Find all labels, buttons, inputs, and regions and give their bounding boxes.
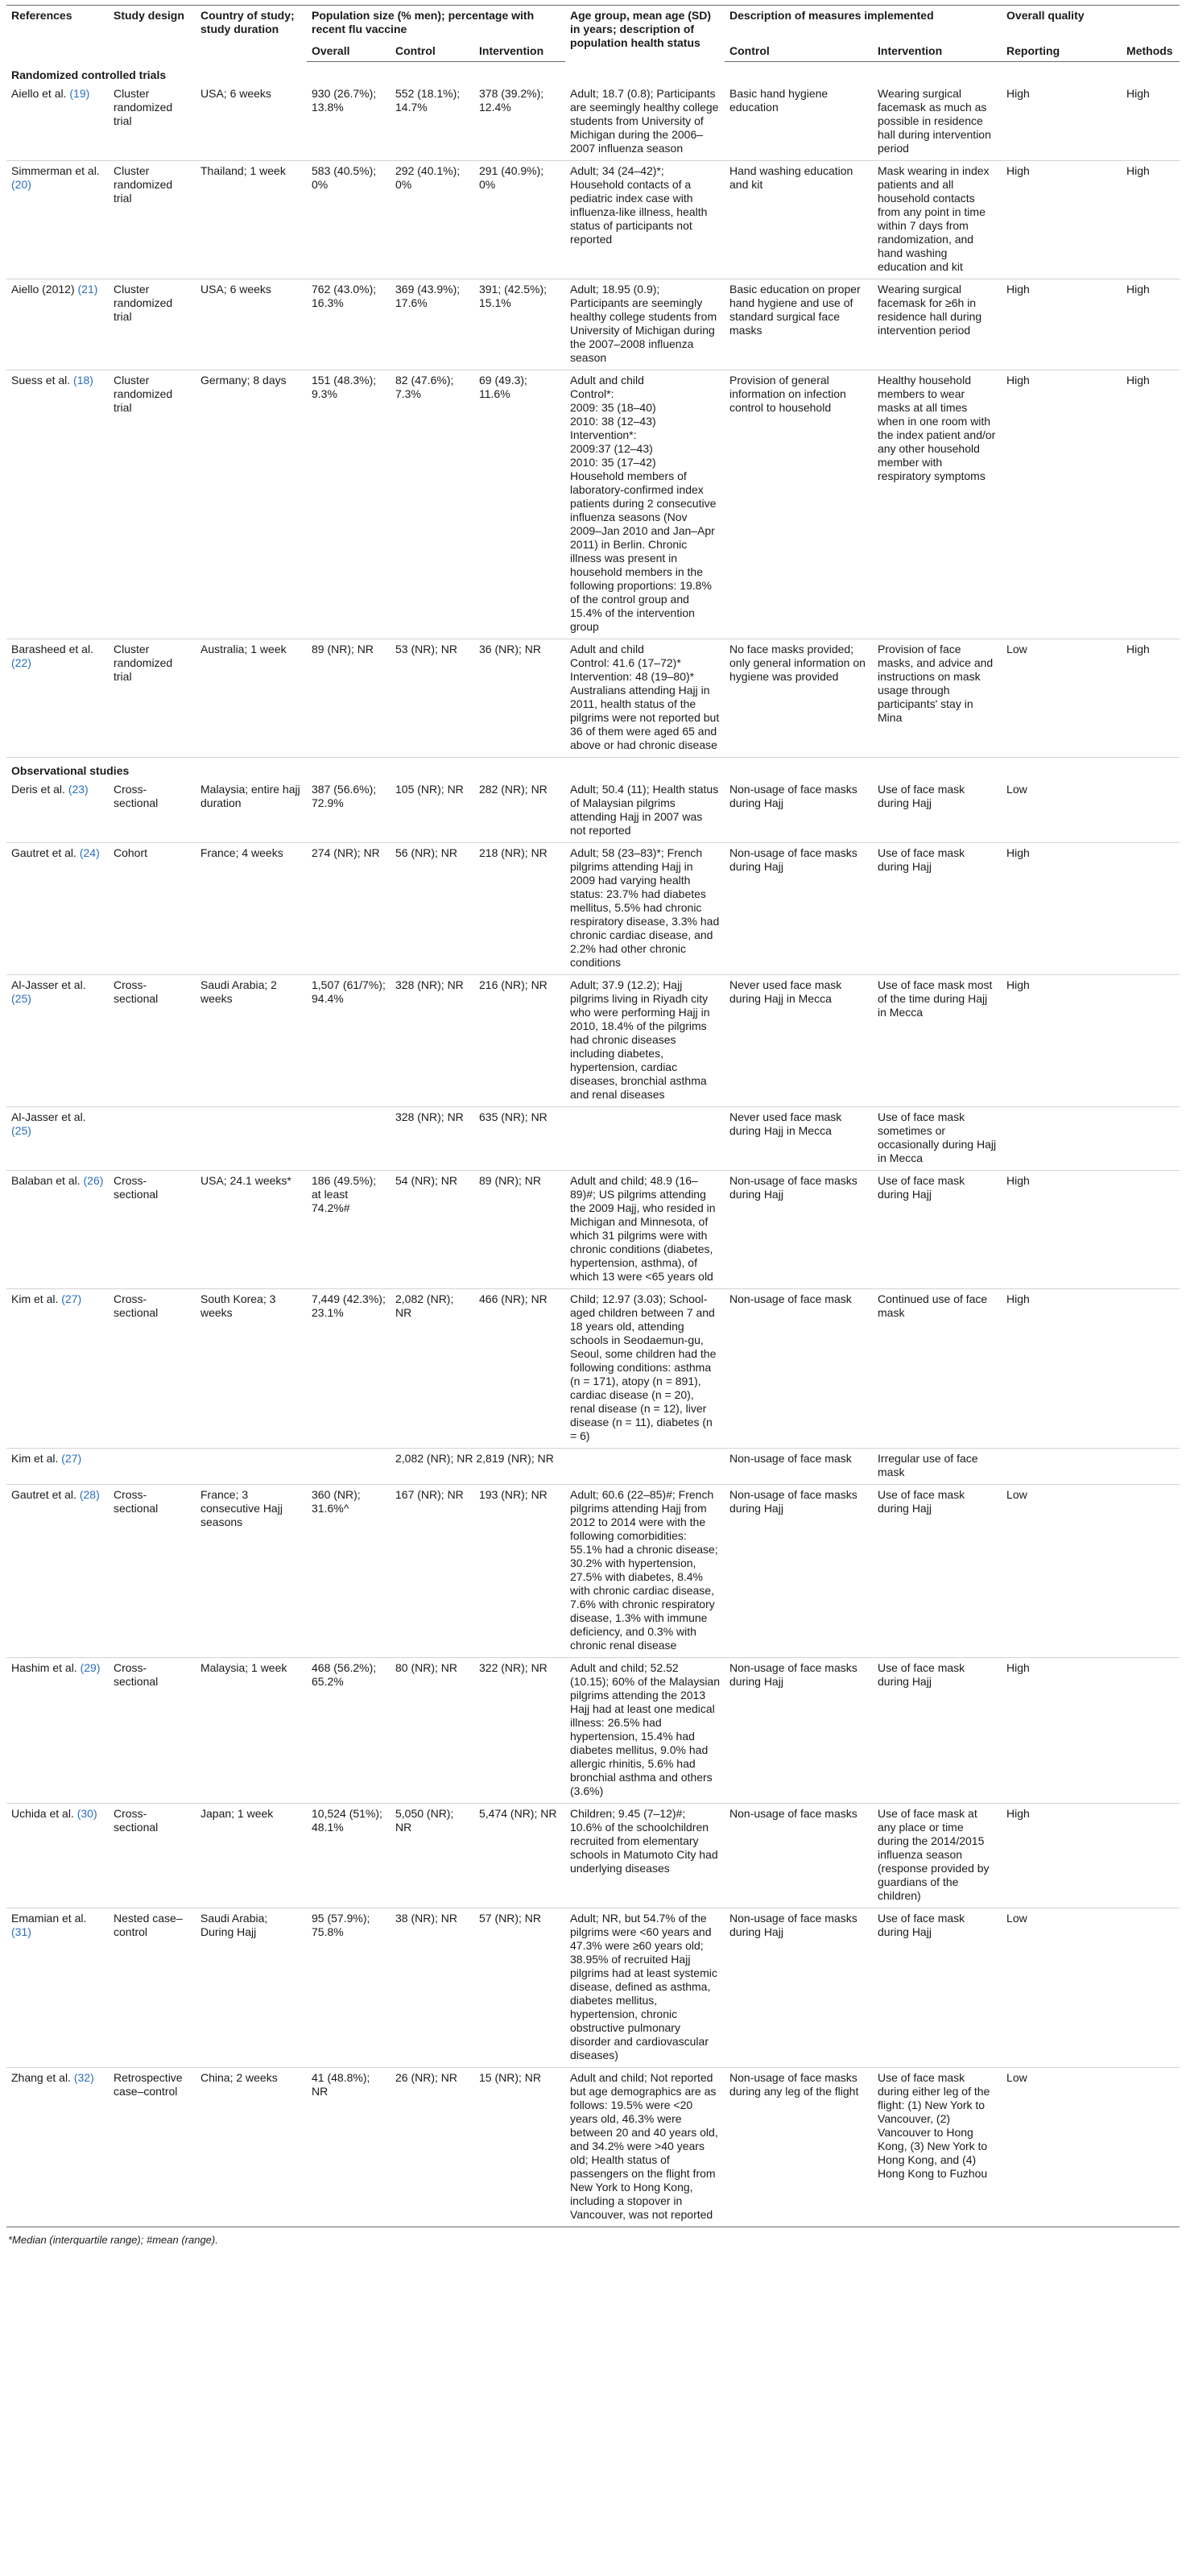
reference-name: Balaban et al. bbox=[11, 1174, 81, 1187]
quality-reporting-cell: Low bbox=[1002, 1908, 1122, 2068]
population-overall-cell: 89 (NR); NR bbox=[307, 639, 391, 758]
population-intervention-cell: 36 (NR); NR bbox=[474, 639, 565, 758]
quality-reporting-cell: Low bbox=[1002, 2068, 1122, 2227]
measure-intervention-cell: Use of face mask during Hajj bbox=[873, 1658, 1002, 1804]
measure-intervention-cell: Continued use of face mask bbox=[873, 1289, 1002, 1449]
reference-cell bbox=[6, 1107, 109, 1171]
quality-reporting-cell: High bbox=[1002, 161, 1122, 279]
study-design-cell: Cluster randomized trial bbox=[109, 279, 196, 370]
header-measures-control: Control bbox=[725, 41, 873, 62]
quality-methods-cell: High bbox=[1122, 639, 1180, 758]
population-overall-cell bbox=[307, 1107, 391, 1171]
header-population-intervention: Intervention bbox=[474, 41, 565, 62]
population-control-cell: 369 (43.9%); 17.6% bbox=[391, 279, 474, 370]
population-control-cell: 5,050 (NR); NR bbox=[391, 1804, 474, 1908]
reference-cell bbox=[6, 779, 109, 843]
population-overall-cell: 762 (43.0%); 16.3% bbox=[307, 279, 391, 370]
reference-name: Aiello et al. bbox=[11, 87, 67, 100]
quality-methods-cell: High bbox=[1122, 370, 1180, 639]
quality-methods-cell bbox=[1122, 1485, 1180, 1658]
study-design-cell: Cross-sectional bbox=[109, 1485, 196, 1658]
header-age: Age group, mean age (SD) in years; description of population health status bbox=[565, 6, 725, 62]
reference-cell bbox=[6, 370, 109, 639]
quality-reporting-cell bbox=[1002, 1449, 1122, 1485]
population-control-cell: 328 (NR); NR bbox=[391, 975, 474, 1107]
measure-intervention-cell: Use of face mask during Hajj bbox=[873, 779, 1002, 843]
measure-intervention-cell: Use of face mask during either leg of the flight: (1) New York to Vancouver, (2) Vancouver to Hong Kong, (3) New York to Hong Kong, and (4) Hong Kong to Fuzhou bbox=[873, 2068, 1002, 2227]
reference-cell bbox=[6, 1171, 109, 1289]
age-health-cell bbox=[565, 1449, 725, 1485]
table-row bbox=[6, 1658, 1180, 1804]
reference-name: Gautret et al. bbox=[11, 1488, 76, 1501]
reference-cell bbox=[6, 975, 109, 1107]
study-design-cell: Cross-sectional bbox=[109, 1171, 196, 1289]
population-intervention-cell: 5,474 (NR); NR bbox=[474, 1804, 565, 1908]
reference-name: Aiello (2012) bbox=[11, 283, 75, 296]
reference-cell bbox=[6, 279, 109, 370]
reference-cell bbox=[6, 1485, 109, 1658]
age-health-cell: Adult and child; 52.52 (10.15); 60% of the Malaysian pilgrims attending the 2013 Hajj had at least one medical illness: 26.5% had hypertension, 15.4% had diabetes mellitus, 9.0% had allergic rhinitis, 5.6% had bronchial asthma and others (3.6%) bbox=[565, 1658, 725, 1804]
reference-citation-link[interactable]: (20) bbox=[11, 178, 31, 191]
reference-cell bbox=[6, 1658, 109, 1804]
study-characteristics-table bbox=[6, 5, 1180, 2227]
reference-name: Barasheed et al. bbox=[11, 643, 93, 655]
reference-cell bbox=[6, 843, 109, 975]
country-cell: China; 2 weeks bbox=[196, 2068, 307, 2227]
measure-control-cell: Provision of general information on infection control to household bbox=[725, 370, 873, 639]
age-health-cell: Adult and child Control*: 2009: 35 (18–40) 2010: 38 (12–43) Intervention*: 2009:37 (12–43) 2010: 35 (17–42) Household members of laboratory-confirmed index patients during 2 consecutive influenza seasons (Nov 2009–Jan 2010 and Jan–Apr 2011) in Berlin. Chronic illness was present in household members in the following proportions: 19.8% of the control group and 15.4% of the intervention group bbox=[565, 370, 725, 639]
quality-methods-cell: High bbox=[1122, 84, 1180, 161]
reference-citation-link[interactable]: (26) bbox=[83, 1174, 104, 1187]
reference-name: Al-Jasser et al. bbox=[11, 1110, 86, 1123]
reference-cell bbox=[6, 161, 109, 279]
population-intervention-cell: 291 (40.9%); 0% bbox=[474, 161, 565, 279]
quality-reporting-cell: High bbox=[1002, 1658, 1122, 1804]
reference-cell bbox=[6, 2068, 109, 2227]
table-row bbox=[6, 1449, 1180, 1485]
measure-control-cell: Non-usage of face masks during Hajj bbox=[725, 1485, 873, 1658]
study-design-cell: Cohort bbox=[109, 843, 196, 975]
table-row bbox=[6, 975, 1180, 1107]
quality-reporting-cell bbox=[1002, 1107, 1122, 1171]
population-overall-cell: 151 (48.3%); 9.3% bbox=[307, 370, 391, 639]
measure-intervention-cell: Use of face mask during Hajj bbox=[873, 1171, 1002, 1289]
population-intervention-cell: 322 (NR); NR bbox=[474, 1658, 565, 1804]
population-intervention-cell: 218 (NR); NR bbox=[474, 843, 565, 975]
country-cell: Thailand; 1 week bbox=[196, 161, 307, 279]
measure-intervention-cell: Use of face mask during Hajj bbox=[873, 1908, 1002, 2068]
country-cell bbox=[196, 1449, 307, 1485]
table-row bbox=[6, 161, 1180, 279]
reference-citation-link[interactable]: (21) bbox=[77, 283, 98, 296]
measure-intervention-cell: Use of face mask during Hajj bbox=[873, 843, 1002, 975]
table-row bbox=[6, 779, 1180, 843]
study-design-cell: Cluster randomized trial bbox=[109, 370, 196, 639]
population-control-cell: 292 (40.1%); 0% bbox=[391, 161, 474, 279]
reference-name: Uchida et al. bbox=[11, 1807, 74, 1820]
reference-name: Suess et al. bbox=[11, 374, 71, 387]
reference-citation-link[interactable]: (29) bbox=[80, 1661, 101, 1674]
study-design-cell: Cross-sectional bbox=[109, 975, 196, 1107]
study-design-cell: Cross-sectional bbox=[109, 1658, 196, 1804]
reference-citation-link[interactable]: (27) bbox=[61, 1452, 82, 1465]
reference-name: Simmerman et al. bbox=[11, 164, 100, 177]
measure-control-cell: Non-usage of face mask bbox=[725, 1449, 873, 1485]
quality-methods-cell bbox=[1122, 1804, 1180, 1908]
measure-control-cell: Never used face mask during Hajj in Mecca bbox=[725, 1107, 873, 1171]
reference-name: Zhang et al. bbox=[11, 2071, 71, 2084]
quality-methods-cell bbox=[1122, 843, 1180, 975]
population-overall-cell: 1,507 (61/7%); 94.4% bbox=[307, 975, 391, 1107]
population-intervention-cell: 466 (NR); NR bbox=[474, 1289, 565, 1449]
table-header bbox=[6, 6, 1180, 62]
measure-control-cell: No face masks provided; only general information on hygiene was provided bbox=[725, 639, 873, 758]
country-cell: USA; 6 weeks bbox=[196, 279, 307, 370]
table-row bbox=[6, 1908, 1180, 2068]
population-overall-cell: 583 (40.5%); 0% bbox=[307, 161, 391, 279]
measure-control-cell: Non-usage of face masks during Hajj bbox=[725, 843, 873, 975]
study-design-cell: Cluster randomized trial bbox=[109, 84, 196, 161]
population-overall-cell bbox=[307, 1449, 391, 1485]
table-row bbox=[6, 639, 1180, 758]
quality-reporting-cell: High bbox=[1002, 279, 1122, 370]
section-title: Observational studies bbox=[11, 764, 130, 777]
table-row bbox=[6, 1171, 1180, 1289]
population-control-cell: 56 (NR); NR bbox=[391, 843, 474, 975]
measure-control-cell: Hand washing education and kit bbox=[725, 161, 873, 279]
reference-name: Al-Jasser et al. bbox=[11, 978, 86, 991]
country-cell: USA; 24.1 weeks* bbox=[196, 1171, 307, 1289]
study-design-cell bbox=[109, 1107, 196, 1171]
age-health-cell: Adult; NR, but 54.7% of the pilgrims were <60 years and 47.3% were ≥60 years old; 38.95% of recruited Hajj pilgrims had at least systemic disease, defined as asthma, diabetes mellitus, hypertension, chronic obstructive pulmonary disorder and cardiovascular diseases) bbox=[565, 1908, 725, 2068]
measure-intervention-cell: Wearing surgical facemask as much as possible in residence hall during intervention period bbox=[873, 84, 1002, 161]
population-overall-cell: 930 (26.7%); 13.8% bbox=[307, 84, 391, 161]
measure-control-cell: Non-usage of face masks bbox=[725, 1804, 873, 1908]
reference-citation-link[interactable]: (19) bbox=[69, 87, 90, 100]
population-intervention-cell: 15 (NR); NR bbox=[474, 2068, 565, 2227]
population-control-cell: 26 (NR); NR bbox=[391, 2068, 474, 2227]
age-health-cell: Adult; 37.9 (12.2); Hajj pilgrims living in Riyadh city who were performing Hajj in 2010, 18.4% of the pilgrims had chronic diseases including diabetes, hypertension, cardiac diseases, bronchial asthma and renal diseases bbox=[565, 975, 725, 1107]
reference-citation-link[interactable]: (22) bbox=[11, 656, 31, 669]
population-control-cell: 328 (NR); NR bbox=[391, 1107, 474, 1171]
table-row bbox=[6, 84, 1180, 161]
quality-methods-cell: High bbox=[1122, 161, 1180, 279]
table-row bbox=[6, 843, 1180, 975]
population-control-cell: 53 (NR); NR bbox=[391, 639, 474, 758]
population-intervention-cell: 69 (49.3); 11.6% bbox=[474, 370, 565, 639]
country-cell: USA; 6 weeks bbox=[196, 84, 307, 161]
country-cell: Saudi Arabia; 2 weeks bbox=[196, 975, 307, 1107]
population-intervention-cell: 635 (NR); NR bbox=[474, 1107, 565, 1171]
population-overall-cell: 360 (NR); 31.6%^ bbox=[307, 1485, 391, 1658]
country-cell: Australia; 1 week bbox=[196, 639, 307, 758]
section-header-row bbox=[6, 758, 1180, 780]
reference-cell bbox=[6, 1449, 109, 1485]
measure-intervention-cell: Use of face mask during Hajj bbox=[873, 1485, 1002, 1658]
quality-methods-cell bbox=[1122, 1107, 1180, 1171]
study-design-cell bbox=[109, 1449, 196, 1485]
country-cell: Japan; 1 week bbox=[196, 1804, 307, 1908]
population-overall-cell: 186 (49.5%); at least 74.2%# bbox=[307, 1171, 391, 1289]
age-health-cell: Adult; 58 (23–83)*; French pilgrims attending Hajj in 2009 had varying health status: 23.7% had diabetes mellitus, 5.5% had chronic respiratory disease, 3.3% had chronic cardiac disease, and 2.2% had other chronic conditions bbox=[565, 843, 725, 975]
quality-methods-cell bbox=[1122, 1289, 1180, 1449]
quality-reporting-cell: Low bbox=[1002, 639, 1122, 758]
population-overall-cell: 41 (48.8%); NR bbox=[307, 2068, 391, 2227]
reference-cell bbox=[6, 1289, 109, 1449]
population-overall-cell: 274 (NR); NR bbox=[307, 843, 391, 975]
population-control-cell: 2,082 (NR); NR bbox=[391, 1289, 474, 1449]
country-cell: Saudi Arabia; During Hajj bbox=[196, 1908, 307, 2068]
reference-citation-link[interactable]: (31) bbox=[11, 1925, 31, 1938]
measure-control-cell: Non-usage of face masks during Hajj bbox=[725, 1658, 873, 1804]
age-health-cell bbox=[565, 1107, 725, 1171]
measure-control-cell: Never used face mask during Hajj in Mecca bbox=[725, 975, 873, 1107]
measure-control-cell: Basic hand hygiene education bbox=[725, 84, 873, 161]
reference-name: Hashim et al. bbox=[11, 1661, 77, 1674]
quality-reporting-cell: High bbox=[1002, 1171, 1122, 1289]
measure-intervention-cell: Use of face mask most of the time during Hajj in Mecca bbox=[873, 975, 1002, 1107]
population-control-cell: 105 (NR); NR bbox=[391, 779, 474, 843]
age-health-cell: Adult; 18.7 (0.8); Participants are seemingly healthy college students from University of Michigan during the 2006–2007 influenza season bbox=[565, 84, 725, 161]
table-row bbox=[6, 1804, 1180, 1908]
reference-citation-link[interactable]: (28) bbox=[79, 1488, 100, 1501]
measure-control-cell: Non-usage of face masks during Hajj bbox=[725, 1171, 873, 1289]
age-health-cell: Adult and child Control: 41.6 (17–72)* Intervention: 48 (19–80)* Australians attending Hajj in 2011, health status of the pilgrims were not reported but 36 of them were aged 65 and above or had chronic disease bbox=[565, 639, 725, 758]
age-health-cell: Child; 12.97 (3.03); School-aged children between 7 and 18 years old, attending schools in Seodaemun-gu, Seoul, some children had the following conditions: asthma (n = 171), atopy (n = 891), cardiac disease (n = 20), renal disease (n = 12), liver disease (n = 11), diabetes (n = 6) bbox=[565, 1289, 725, 1449]
quality-reporting-cell: High bbox=[1002, 84, 1122, 161]
age-health-cell: Adult and child; 48.9 (16–89)#; US pilgrims attending the 2009 Hajj, who resided in Michigan and Minnesota, of which 31 pilgrims were with chronic conditions (diabetes, hypertension, asthma), of which 13 were <65 years old bbox=[565, 1171, 725, 1289]
measure-intervention-cell: Irregular use of face mask bbox=[873, 1449, 1002, 1485]
population-control-cell: 38 (NR); NR bbox=[391, 1908, 474, 2068]
measure-intervention-cell: Healthy household members to wear masks at all times when in one room with the index patient and/or any other household member with respiratory symptoms bbox=[873, 370, 1002, 639]
age-health-cell: Adult; 34 (24–42)*; Household contacts of a pediatric index case with influenza-like illness, health status of participants not reported bbox=[565, 161, 725, 279]
age-health-cell: Adult; 60.6 (22–85)#; French pilgrims attending Hajj from 2012 to 2014 were with the following comorbidities: 55.1% had a chronic disease; 30.2% with hypertension, 27.5% with diabetes, 8.4% with chronic cardiac disease, 7.6% with chronic respiratory disease, 1.3% with immune deficiency, and 0.3% with chronic renal disease bbox=[565, 1485, 725, 1658]
population-intervention-cell: 378 (39.2%); 12.4% bbox=[474, 84, 565, 161]
reference-name: Emamian et al. bbox=[11, 1912, 87, 1925]
population-control-cell: 80 (NR); NR bbox=[391, 1658, 474, 1804]
quality-methods-cell bbox=[1122, 1908, 1180, 2068]
population-overall-cell: 387 (56.6%); 72.9% bbox=[307, 779, 391, 843]
header-population: Population size (% men); percentage with recent flu vaccine bbox=[307, 6, 565, 42]
header-measures-intervention: Intervention bbox=[873, 41, 1002, 62]
population-control-cell: 552 (18.1%); 14.7% bbox=[391, 84, 474, 161]
population-intervention-cell: 282 (NR); NR bbox=[474, 779, 565, 843]
quality-reporting-cell: Low bbox=[1002, 1485, 1122, 1658]
reference-cell bbox=[6, 84, 109, 161]
country-cell: South Korea; 3 weeks bbox=[196, 1289, 307, 1449]
country-cell: Germany; 8 days bbox=[196, 370, 307, 639]
reference-cell bbox=[6, 1908, 109, 2068]
quality-reporting-cell: High bbox=[1002, 975, 1122, 1107]
header-country: Country of study; study duration bbox=[196, 6, 307, 62]
country-cell: Malaysia; 1 week bbox=[196, 1658, 307, 1804]
measure-intervention-cell: Wearing surgical facemask for ≥6h in residence hall during intervention period bbox=[873, 279, 1002, 370]
population-intervention-cell: 193 (NR); NR bbox=[474, 1485, 565, 1658]
population-intervention-cell: 57 (NR); NR bbox=[474, 1908, 565, 2068]
quality-reporting-cell: High bbox=[1002, 1804, 1122, 1908]
quality-methods-cell bbox=[1122, 1449, 1180, 1485]
table-row bbox=[6, 1485, 1180, 1658]
reference-name: Kim et al. bbox=[11, 1292, 59, 1305]
quality-methods-cell bbox=[1122, 1171, 1180, 1289]
reference-cell bbox=[6, 1804, 109, 1908]
quality-reporting-cell: High bbox=[1002, 843, 1122, 975]
population-control-cell: 167 (NR); NR bbox=[391, 1485, 474, 1658]
age-health-cell: Children; 9.45 (7–12)#; 10.6% of the schoolchildren recruited from elementary schools in Matumoto City had underlying diseases bbox=[565, 1804, 725, 1908]
reference-name: Gautret et al. bbox=[11, 846, 76, 859]
reference-citation-link[interactable]: (30) bbox=[76, 1807, 97, 1820]
population-overall-cell: 468 (56.2%); 65.2% bbox=[307, 1658, 391, 1804]
table-row bbox=[6, 1107, 1180, 1171]
measure-control-cell: Non-usage of face masks during Hajj bbox=[725, 1908, 873, 2068]
measure-intervention-cell: Mask wearing in index patients and all household contacts from any point in time within 7 days from randomization, and hand washing education and kit bbox=[873, 161, 1002, 279]
measure-intervention-cell: Use of face mask at any place or time during the 2014/2015 influenza season (response provided by guardians of the children) bbox=[873, 1804, 1002, 1908]
population-control-cell: 82 (47.6%); 7.3% bbox=[391, 370, 474, 639]
study-design-cell: Cross-sectional bbox=[109, 1289, 196, 1449]
reference-citation-link[interactable]: (18) bbox=[73, 374, 93, 387]
measure-control-cell: Basic education on proper hand hygiene and use of standard surgical face masks bbox=[725, 279, 873, 370]
quality-reporting-cell: Low bbox=[1002, 779, 1122, 843]
population-control-cell: 54 (NR); NR bbox=[391, 1171, 474, 1289]
measure-intervention-cell: Use of face mask sometimes or occasionally during Hajj in Mecca bbox=[873, 1107, 1002, 1171]
country-cell: Malaysia; entire hajj duration bbox=[196, 779, 307, 843]
measure-control-cell: Non-usage of face masks during Hajj bbox=[725, 779, 873, 843]
reference-citation-link[interactable]: (25) bbox=[11, 1124, 31, 1137]
reference-name: Kim et al. bbox=[11, 1452, 59, 1465]
quality-methods-cell bbox=[1122, 779, 1180, 843]
quality-methods-cell: High bbox=[1122, 279, 1180, 370]
section-header-row bbox=[6, 62, 1180, 85]
population-intervention-cell: 89 (NR); NR bbox=[474, 1171, 565, 1289]
study-design-cell: Retrospective case–control bbox=[109, 2068, 196, 2227]
study-design-cell: Cross-sectional bbox=[109, 779, 196, 843]
table-row bbox=[6, 1289, 1180, 1449]
header-quality-methods: Methods bbox=[1122, 41, 1180, 62]
age-health-cell: Adult; 50.4 (11); Health status of Malaysian pilgrims attending Hajj in 2007 was not reported bbox=[565, 779, 725, 843]
reference-cell bbox=[6, 639, 109, 758]
study-design-cell: Cross-sectional bbox=[109, 1804, 196, 1908]
study-design-cell: Cluster randomized trial bbox=[109, 161, 196, 279]
reference-citation-link[interactable]: (25) bbox=[11, 992, 31, 1005]
table-body bbox=[6, 62, 1180, 2227]
population-intervention-cell: 216 (NR); NR bbox=[474, 975, 565, 1107]
population-overall-cell: 10,524 (51%); 48.1% bbox=[307, 1804, 391, 1908]
measure-control-cell: Non-usage of face masks during any leg of the flight bbox=[725, 2068, 873, 2227]
table-row bbox=[6, 370, 1180, 639]
country-cell: France; 3 consecutive Hajj seasons bbox=[196, 1485, 307, 1658]
age-health-cell: Adult; 18.95 (0.9); Participants are seemingly healthy college students from University of Michigan during the 2007–2008 influenza season bbox=[565, 279, 725, 370]
header-study-design: Study design bbox=[109, 6, 196, 62]
section-title: Randomized controlled trials bbox=[11, 68, 167, 81]
header-quality-reporting: Reporting bbox=[1002, 41, 1122, 62]
reference-citation-link[interactable]: (32) bbox=[73, 2071, 94, 2084]
population-overall-cell: 7,449 (42.3%); 23.1% bbox=[307, 1289, 391, 1449]
population-intervention-cell: 391; (42.5%); 15.1% bbox=[474, 279, 565, 370]
country-cell: France; 4 weeks bbox=[196, 843, 307, 975]
header-quality: Overall quality bbox=[1002, 6, 1180, 42]
study-design-cell: Nested case–control bbox=[109, 1908, 196, 2068]
quality-reporting-cell: High bbox=[1002, 1289, 1122, 1449]
table-row bbox=[6, 2068, 1180, 2227]
reference-citation-link[interactable]: (23) bbox=[68, 783, 89, 796]
reference-citation-link[interactable]: (27) bbox=[61, 1292, 82, 1305]
quality-methods-cell bbox=[1122, 2068, 1180, 2227]
header-measures: Description of measures implemented bbox=[725, 6, 1002, 42]
table-row bbox=[6, 279, 1180, 370]
table-footnote: *Median (interquartile range); #mean (range). bbox=[8, 2234, 218, 2246]
quality-methods-cell bbox=[1122, 975, 1180, 1107]
quality-reporting-cell: High bbox=[1002, 370, 1122, 639]
header-references: References bbox=[6, 6, 109, 62]
quality-methods-cell bbox=[1122, 1658, 1180, 1804]
reference-name: Deris et al. bbox=[11, 783, 65, 796]
header-population-overall: Overall bbox=[307, 41, 391, 62]
header-population-control: Control bbox=[391, 41, 474, 62]
study-design-cell: Cluster randomized trial bbox=[109, 639, 196, 758]
population-overall-cell: 95 (57.9%); 75.8% bbox=[307, 1908, 391, 2068]
population-control-intervention-cell: 2,082 (NR); NR 2,819 (NR); NR bbox=[391, 1449, 565, 1485]
reference-citation-link[interactable]: (24) bbox=[79, 846, 100, 859]
measure-control-cell: Non-usage of face mask bbox=[725, 1289, 873, 1449]
country-cell bbox=[196, 1107, 307, 1171]
measure-intervention-cell: Provision of face masks, and advice and instructions on mask usage through participants' stay in Mina bbox=[873, 639, 1002, 758]
age-health-cell: Adult and child; Not reported but age demographics are as follows: 19.5% were <20 years old, 46.3% were between 20 and 40 years old, and 34.2% were >40 years old; Health status of passengers on the flight from New York to Hong Kong, including a stopover in Vancouver, was not reported bbox=[565, 2068, 725, 2227]
